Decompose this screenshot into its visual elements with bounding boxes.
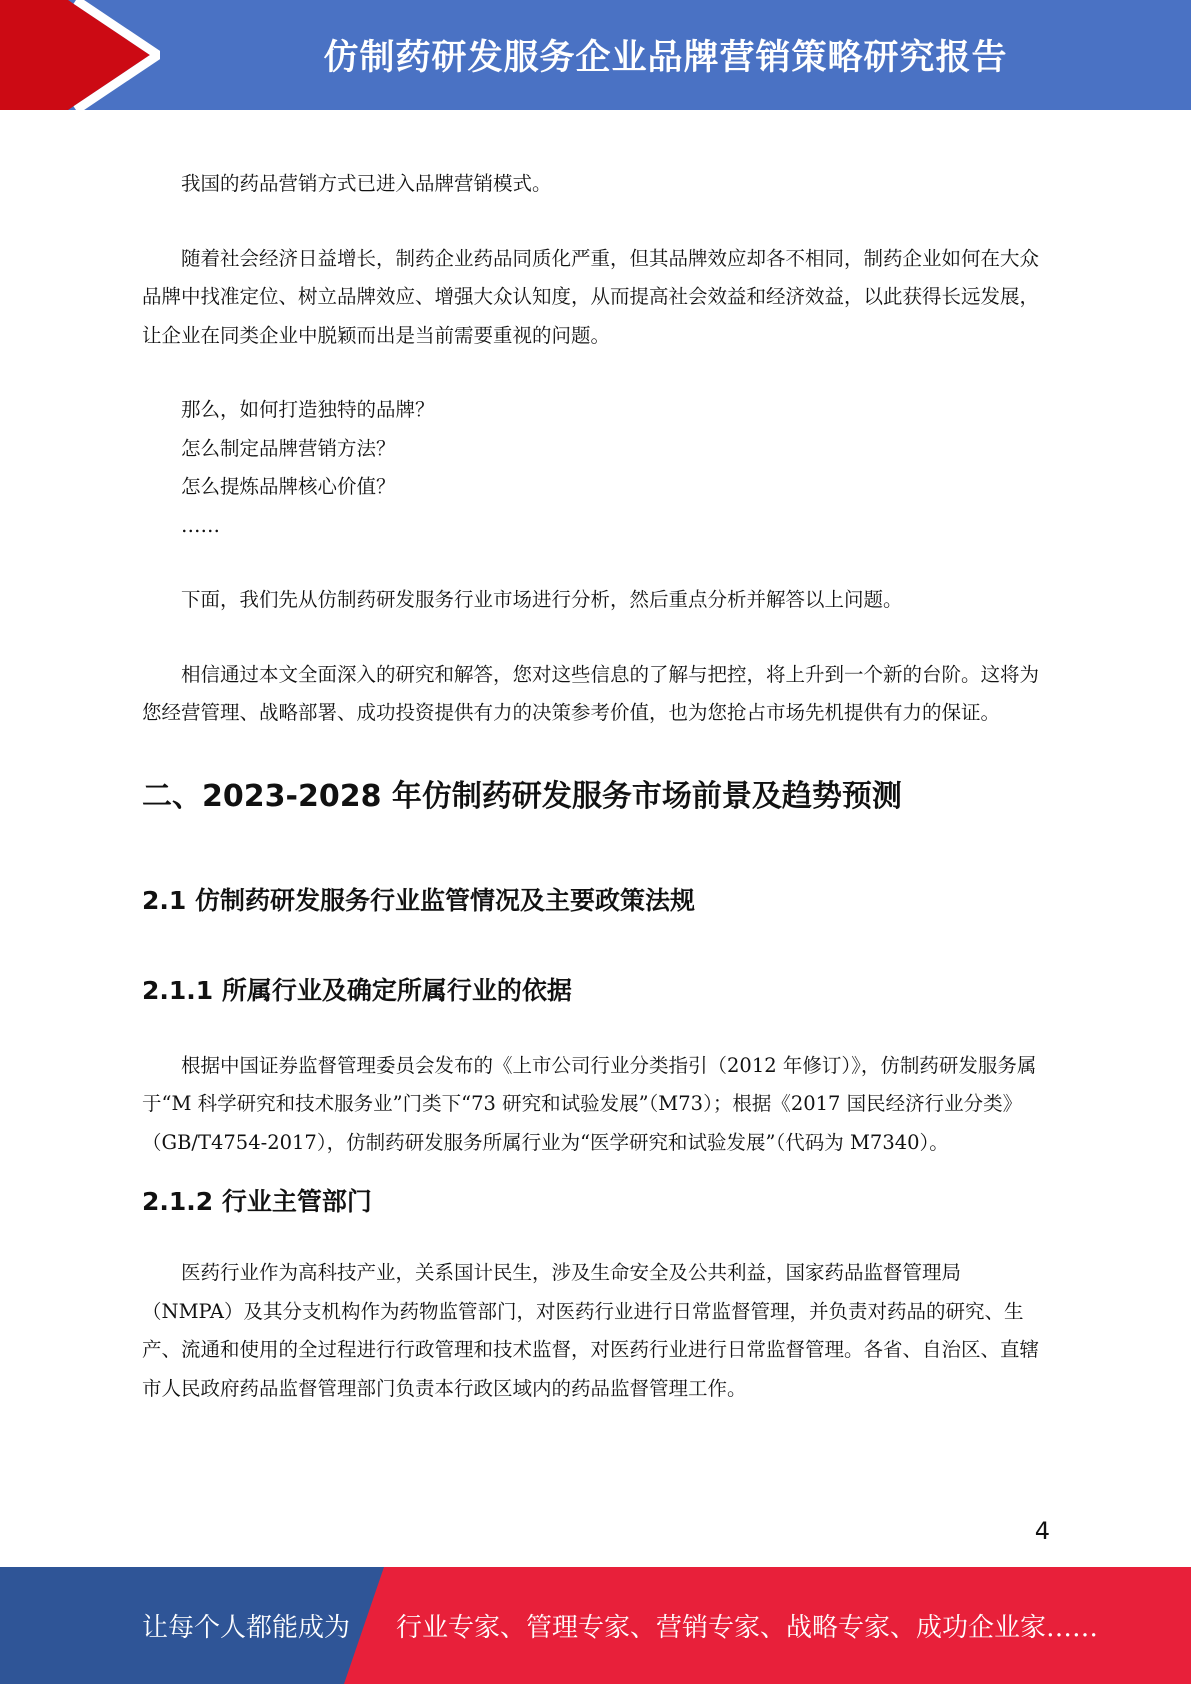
- report-title: 仿制药研发服务企业品牌营销策略研究报告: [323, 38, 1008, 78]
- subsubsection-heading-authority: 2.1.2 行业主管部门: [142, 1187, 372, 1216]
- paragraph-value: 相信通过本文全面深入的研究和解答，您对这些信息的了解与把控，将上升到一个新的台阶。这将为您经营管理、战略部署、成功投资提供有力的决策参考价值，也为您抢占市场先机提供有力的保证。: [142, 662, 1040, 724]
- question-item: ……: [181, 513, 220, 537]
- document-body: [142, 165, 1047, 1408]
- question-item: 那么，如何打造独特的品牌？: [181, 398, 435, 421]
- page-header-band: [0, 0, 1191, 110]
- paragraph-industry-classification: 根据中国证券监督管理委员会发布的《上市公司行业分类指引（2012 年修订）》，仿制药研发服务属于“M 科学研究和技术服务业”门类下“73 研究和试验发展”（M73）；根据《2017 国民经济行业分类》（GB/T4754-2017），仿制药研发服务所属行业为“医学研究和试验发展”（代码为 M7340）。: [142, 1053, 1037, 1154]
- question-item: 怎么制定品牌营销方法？: [181, 436, 396, 460]
- subsubsection-heading-industry: 2.1.1 所属行业及确定所属行业的依据: [142, 975, 572, 1005]
- question-item: 怎么提炼品牌核心价值？: [181, 475, 396, 498]
- footer-slogan-left: 让每个人都能成为: [142, 1613, 351, 1643]
- question-list: [142, 391, 1047, 545]
- section-heading: 二、2023-2028 年仿制药研发服务市场前景及趋势预测: [142, 778, 902, 814]
- page-number: 4: [1034, 1517, 1050, 1545]
- header-arrow-decoration: [0, 0, 160, 110]
- paragraph-regulatory-authority: 医药行业作为高科技产业，关系国计民生，涉及生命安全及公共利益，国家药品监督管理局（NMPA）及其分支机构作为药物监管部门，对医药行业进行日常监督管理，并负责对药品的研究、生产、流通和使用的全过程进行行政管理和技术监督，对医药行业进行日常监督管理。各省、自治区、直辖市人民政府药品监督管理部门负责本行政区域内的药品监督管理工作。: [142, 1261, 1040, 1400]
- subsection-heading: 2.1 仿制药研发服务行业监管情况及主要政策法规: [142, 885, 695, 915]
- paragraph-intro: 我国的药品营销方式已进入品牌营销模式。: [181, 172, 552, 195]
- footer-slogan-right: 行业专家、管理专家、营销专家、战略专家、成功企业家……: [396, 1613, 1099, 1643]
- paragraph-analysis-plan: 下面，我们先从仿制药研发服务行业市场进行分析，然后重点分析并解答以上问题。: [181, 588, 903, 611]
- paragraph-background: 随着社会经济日益增长，制药企业药品同质化严重，但其品牌效应却各不相同，制药企业如何在大众品牌中找准定位、树立品牌效应、增强大众认知度，从而提高社会效益和经济效益，以此获得长远发展，让企业在同类企业中脱颖而出是当前需要重视的问题。: [142, 246, 1040, 347]
- page-footer-band: [0, 1567, 1191, 1684]
